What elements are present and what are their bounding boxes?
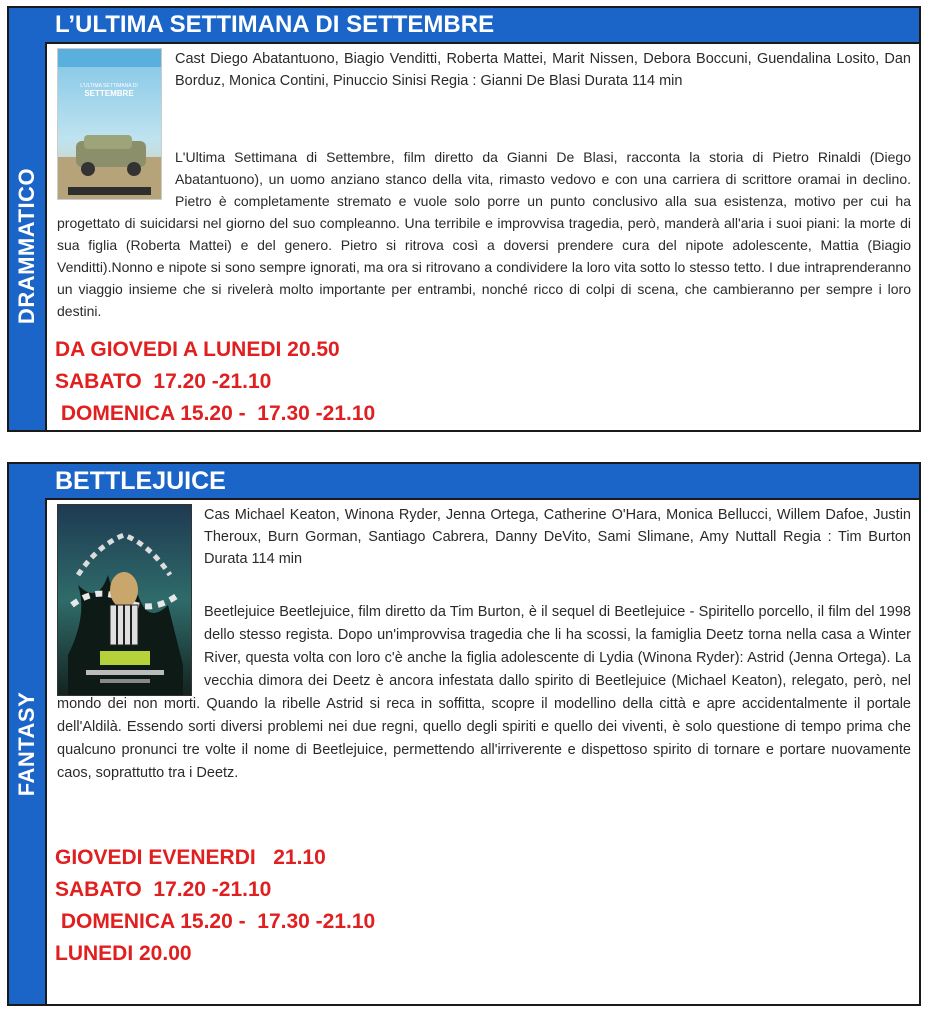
title-bar: [45, 8, 919, 44]
showtimes: [55, 842, 911, 970]
movie-card-bettlejuice: [7, 462, 921, 1006]
cast-and-credits: Cast Diego Abatantuono, Biagio Venditti, Roberta Mattei, Marit Nissen, Debora Boccuni, Guendalina Losito, Dan Borduz, Monica Contini, Pinuccio Sinisi Regia : Gianni De Blasi Durata 114 min: [175, 51, 911, 89]
showtime-line: SABATO 17.20 -21.10: [55, 878, 272, 901]
showtime-line: SABATO 17.20 -21.10: [55, 370, 272, 393]
showtime-line: DA GIOVEDI A LUNEDI 20.50: [55, 338, 340, 361]
genre-label: FANTASY: [14, 691, 39, 797]
plot-block: [57, 146, 911, 322]
showtime-line: DOMENICA 15.20 - 17.30 -21.10: [55, 402, 376, 425]
plot-block: [57, 601, 911, 785]
cast-and-credits: Cas Michael Keaton, Winona Ryder, Jenna Ortega, Catherine O'Hara, Monica Bellucci, Willem Dafoe, Justin Theroux, Burn Gorman, Santiago Cabrera, Danny DeVito, Sami Slimane, Amy Nuttall Regia : Tim Burton Durata 114 min: [204, 507, 911, 567]
svg-text:SETTEMBRE: SETTEMBRE: [84, 89, 134, 98]
showtime-line: DOMENICA 15.20 - 17.30 -21.10: [55, 910, 376, 933]
showtimes: [55, 334, 911, 430]
movie-card-ultima-settimana: [7, 6, 921, 432]
movie-title: L’ULTIMA SETTIMANA DI SETTEMBRE: [55, 11, 495, 38]
genre-label: DRAMMATICO: [14, 167, 39, 325]
svg-text:L'ULTIMA SETTIMANA DI: L'ULTIMA SETTIMANA DI: [80, 83, 138, 89]
title-bar: [45, 464, 919, 500]
plot-text: L'Ultima Settimana di Settembre, film diretto da Gianni De Blasi, racconta la storia di Pietro Rinaldi (Diego Abatantuono), un uomo anziano stanco della vita, rimasto vedovo e con una carriera di scrittore oramai in declino. Pietro è completamente stremato e vuole solo porre un punto conclusivo alla sua esistenza, motivo per cui ha progettato di suicidarsi nel giorno del suo compleanno. Una terribile e improvvisa tragedia, però, manderà all'aria i suoi piani: la morte di sua figlia (Roberta Mattei) e del genero. Pietro si ritrova così a doversi prendere cura del nipote adolescente, Mattia (Biagio Venditti).Nonno e nipote si sono sempre ignorati, ma ora si ritrovano a condividere la loro vita sotto lo stesso tetto. I due intraprenderanno un viaggio insieme che si rivelerà molto importante per entrambi, nonché ricco di colpi di scena, che cambieranno per sempre i loro destini.: [57, 149, 911, 319]
showtime-line: LUNEDI 20.00: [55, 942, 192, 965]
showtime-line: GIOVEDI EVENERDI 21.10: [55, 846, 326, 869]
movie-title: BETTLEJUICE: [55, 467, 226, 495]
plot-text: Beetlejuice Beetlejuice, film diretto da Tim Burton, è il sequel di Beetlejuice - Spiritello porcello, il film del 1998 dello stesso regista. Dopo un'improvvisa tragedia che li ha scossi, la famiglia Deetz torna nella casa a Winter River, questa volta con loro c'è anche la figlia adolescente di Lydia (Winona Ryder): Astrid (Jenna Ortega). La vecchia dimora dei Deetz è ancora infestata dallo spirito di Beetlejuice (Michael Keaton), relegato, però, nel mondo dei non morti. Quando la ribelle Astrid si reca in soffitta, scopre il modellino della città e apre accidentalmente il portale dell'Aldilà. Essendo sorti diversi problemi nei due regni, quello degli spiriti e quello dei viventi, è solo questione di tempo prima che qualcuno pronunci tre volte il nome di Beetlejuice, permettendo all'irriverente e dispettoso spirito di tornare e portare nuovamente caos, soprattutto tra i Deetz.: [57, 604, 911, 781]
